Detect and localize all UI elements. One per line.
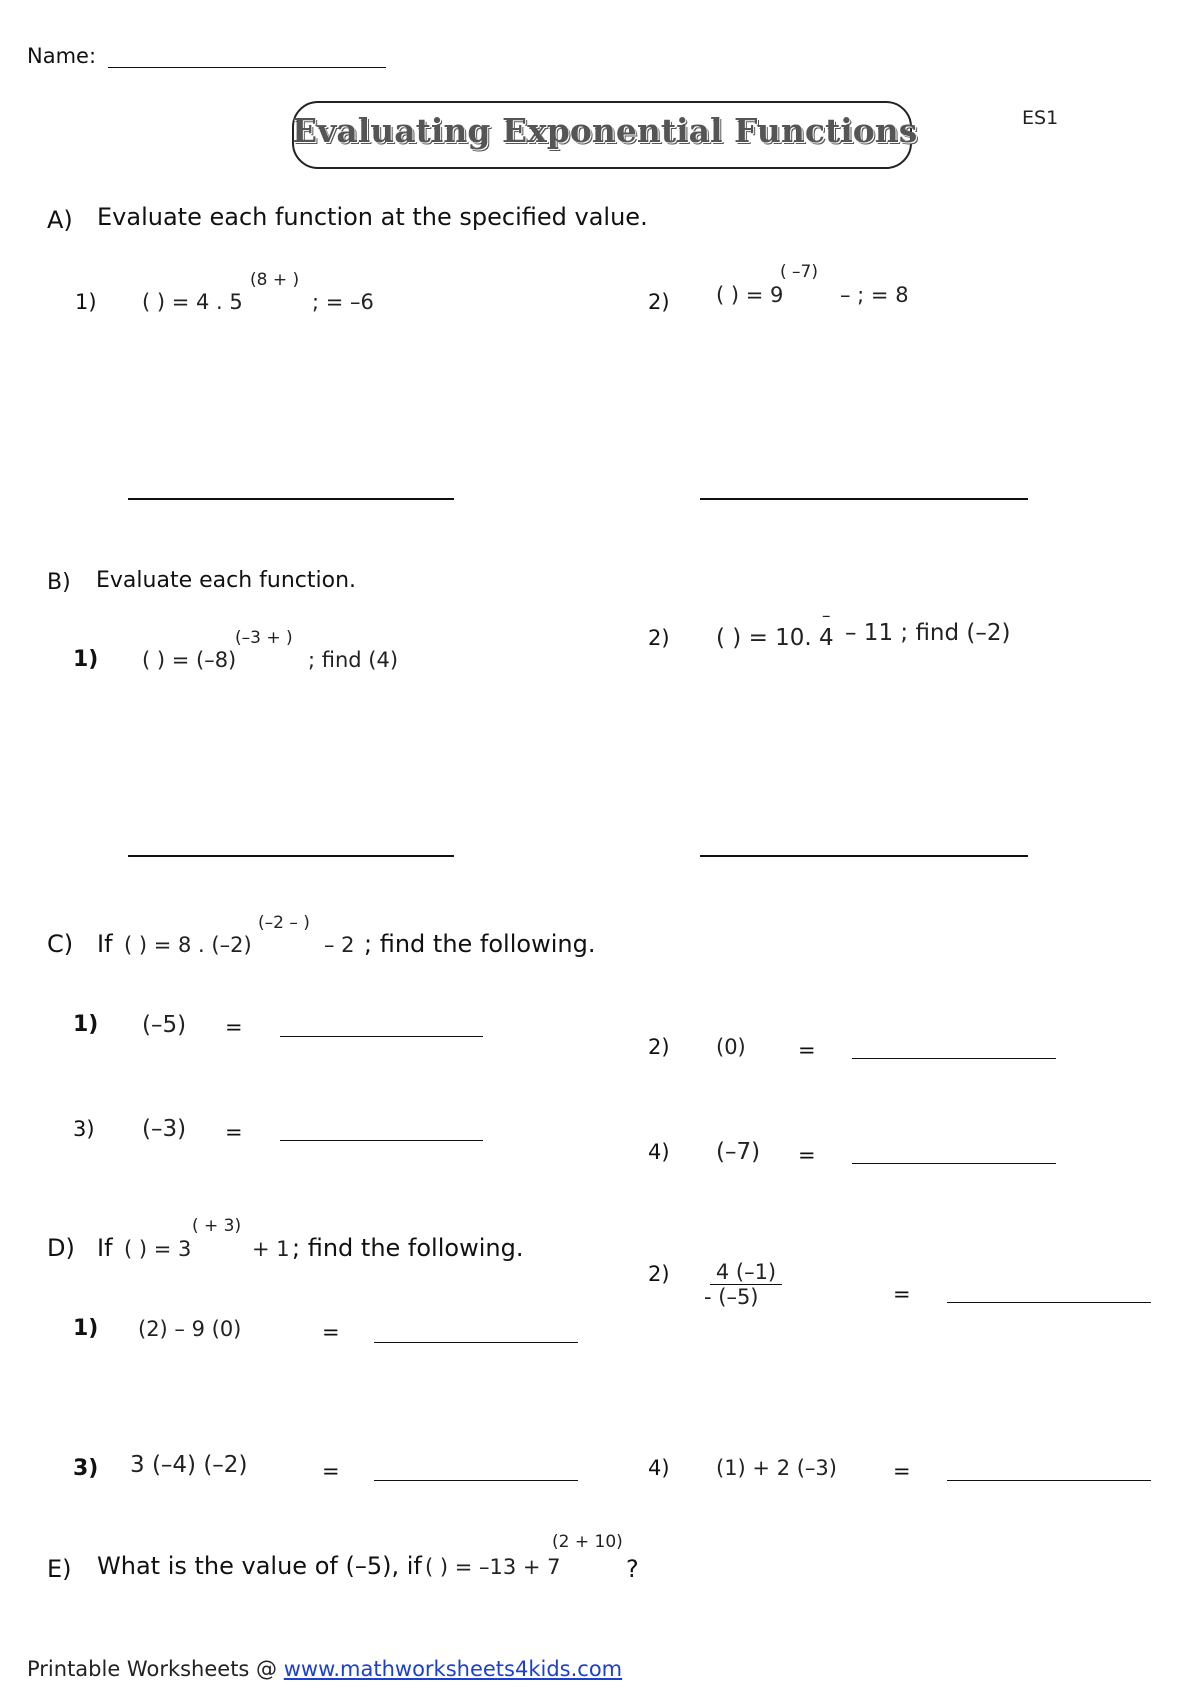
a2-tail: – ; = 8	[840, 283, 909, 307]
c4-answer-line[interactable]	[852, 1163, 1056, 1164]
section-c-function: ( ) = 8 . (–2)	[124, 933, 252, 957]
a1-expression: ( ) = 4 . 5	[142, 290, 243, 314]
b2-answer-line[interactable]	[700, 855, 1028, 857]
d1-number: 1)	[73, 1316, 99, 1341]
worksheet-code: ES1	[1022, 107, 1059, 129]
c1-answer-line[interactable]	[280, 1036, 483, 1037]
section-b-label: B)	[47, 570, 71, 595]
section-c-prefix: If	[97, 930, 113, 958]
a2-number: 2)	[648, 290, 670, 314]
c2-number: 2)	[648, 1035, 670, 1059]
section-a-instruction: Evaluate each function at the specified value.	[97, 203, 648, 231]
b2-number: 2)	[648, 626, 670, 650]
a1-tail: ; = –6	[312, 290, 374, 314]
section-d-suffix: ; find the following.	[292, 1234, 524, 1262]
a2-answer-line[interactable]	[700, 498, 1028, 500]
c2-expression: (0)	[716, 1035, 746, 1059]
b2-expression: ( ) = 10. 4	[716, 625, 834, 651]
a1-exponent: (8 + )	[250, 270, 300, 290]
d2-numerator: 4 (–1)	[710, 1260, 782, 1285]
footer	[27, 1657, 622, 1681]
a1-answer-line[interactable]	[128, 498, 454, 500]
section-e-exponent: (2 + 10)	[552, 1532, 623, 1552]
section-e-question: What is the value of (–5), if	[97, 1552, 422, 1580]
c4-equals: =	[798, 1143, 816, 1167]
c4-number: 4)	[648, 1140, 670, 1164]
d2-number: 2)	[648, 1262, 670, 1286]
a2-expression: ( ) = 9	[716, 283, 784, 307]
c3-expression: (–3)	[142, 1116, 187, 1142]
c2-answer-line[interactable]	[852, 1058, 1056, 1059]
d2-answer-line[interactable]	[947, 1302, 1151, 1303]
c3-number: 3)	[73, 1117, 95, 1141]
c3-equals: =	[225, 1120, 243, 1144]
d1-answer-line[interactable]	[374, 1342, 578, 1343]
c1-equals: =	[225, 1015, 243, 1039]
section-e-function: ( ) = –13 + 7	[425, 1555, 561, 1579]
b1-answer-line[interactable]	[128, 855, 454, 857]
d4-expression: (1) + 2 (–3)	[716, 1456, 837, 1480]
d4-answer-line[interactable]	[947, 1480, 1151, 1481]
d2-denominator: - (–5)	[704, 1285, 759, 1309]
section-c-exponent: (–2 – )	[258, 913, 310, 933]
section-d-label: D)	[47, 1234, 75, 1262]
section-e-label: E)	[47, 1555, 72, 1583]
a2-exponent: ( –7)	[780, 262, 818, 282]
b2-tail: – 11 ; find (–2)	[845, 620, 1011, 646]
b2-exponent: –	[822, 606, 831, 626]
d4-equals: =	[893, 1459, 911, 1483]
section-d-tail: + 1	[252, 1237, 290, 1261]
b1-expression: ( ) = (–8)	[142, 648, 237, 672]
d3-equals: =	[322, 1459, 340, 1483]
c3-answer-line[interactable]	[280, 1140, 483, 1141]
section-a-label: A)	[47, 206, 73, 234]
section-e-tail: ?	[626, 1555, 639, 1583]
d3-answer-line[interactable]	[374, 1480, 578, 1481]
name-label: Name:	[27, 44, 97, 68]
a1-number: 1)	[75, 290, 97, 314]
section-c-label: C)	[47, 930, 74, 958]
d4-number: 4)	[648, 1456, 670, 1480]
footer-prefix: Printable Worksheets @	[27, 1657, 278, 1681]
footer-link[interactable]: www.mathworksheets4kids.com	[283, 1657, 623, 1681]
section-c-tail: – 2	[324, 933, 355, 957]
c4-expression: (–7)	[716, 1139, 761, 1165]
b1-number: 1)	[73, 647, 99, 672]
c1-expression: (–5)	[142, 1012, 187, 1038]
section-d-exponent: ( + 3)	[192, 1216, 242, 1236]
d3-expression: 3 (–4) (–2)	[130, 1452, 248, 1478]
section-c-suffix: ; find the following.	[364, 930, 596, 958]
c2-equals: =	[798, 1038, 816, 1062]
section-d-prefix: If	[97, 1234, 113, 1262]
section-d-function: ( ) = 3	[124, 1237, 192, 1261]
d1-expression: (2) – 9 (0)	[138, 1317, 242, 1341]
d3-number: 3)	[73, 1456, 99, 1481]
name-blank[interactable]	[108, 67, 386, 68]
b1-exponent: (–3 + )	[235, 628, 293, 648]
page-title: Evaluating Exponential Functions	[292, 111, 918, 150]
b1-tail: ; find (4)	[308, 648, 399, 672]
c1-number: 1)	[73, 1012, 99, 1037]
section-b-instruction: Evaluate each function.	[96, 568, 357, 593]
d2-equals: =	[893, 1282, 911, 1306]
d1-equals: =	[322, 1320, 340, 1344]
